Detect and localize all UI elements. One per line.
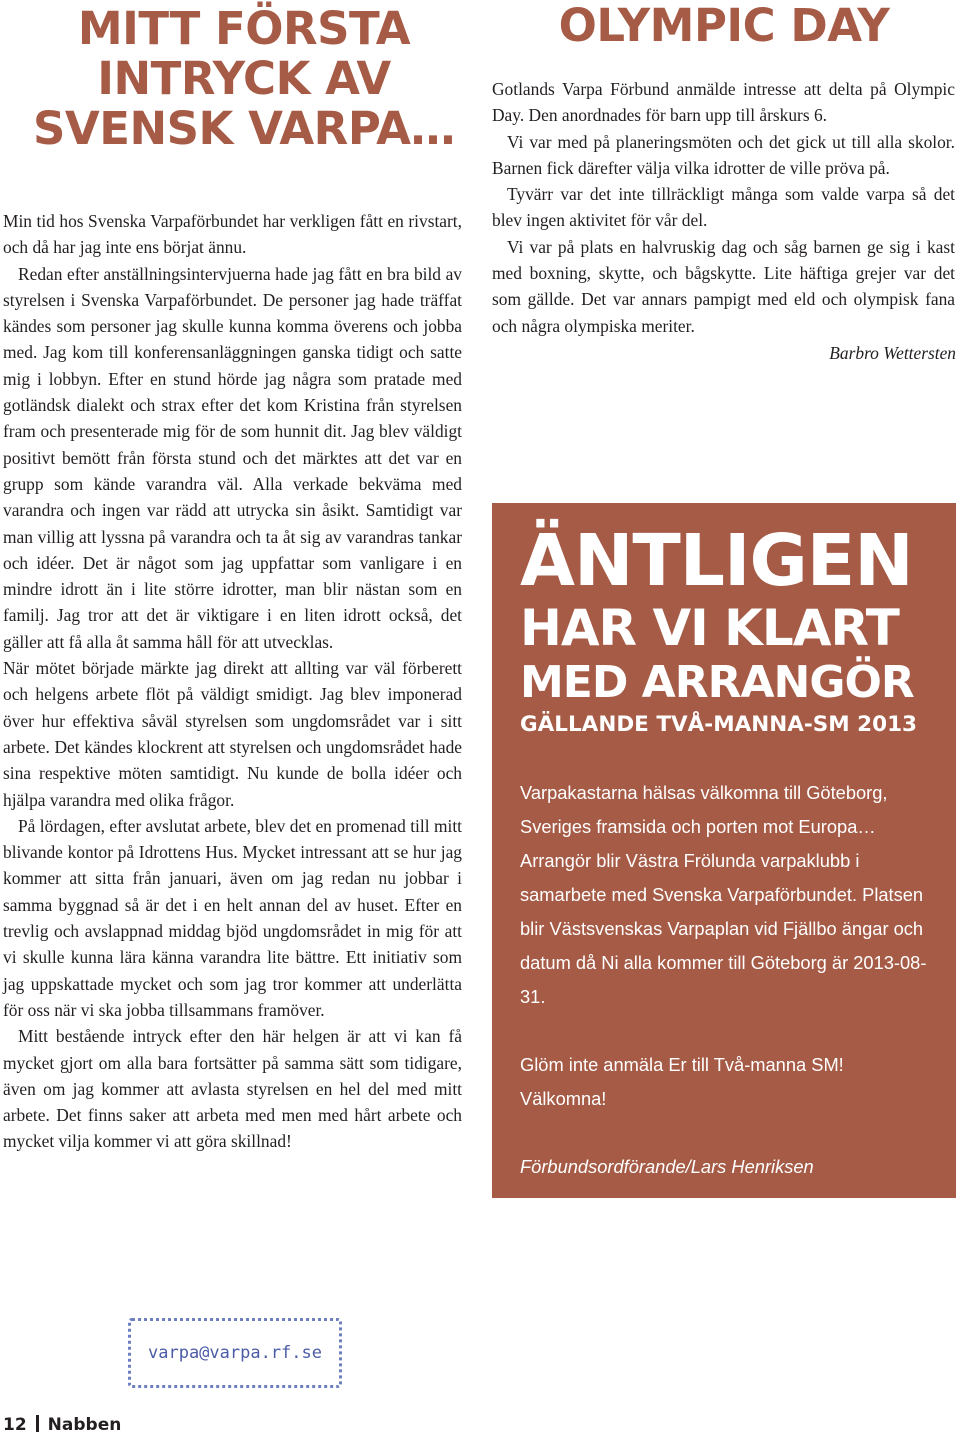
article-paragraph: Redan efter anställningsintervjuerna hade jag fått en bra bild av styrelsen i Svenska Varpaförbundet. De personer jag hade träffat kändes som personer jag skulle kunna komma överens och jobba med. Jag kom till konferensanläggningen ganska tidigt och satte mig i lobbyn. Efter en stund hörde jag några som pratade med gotländsk dialekt och strax efter det kom Kristina från styrelsen fram och presenterade mig för de som hunnit dit. Jag blev väldigt positivt bemött från första stund och det märktes att det var en grupp som kände varandra väl. Alla verkade bekväma med varandra och ingen var rädd att utrycka sin åsikt. Samtidigt var man villig att lyssna på varandra och ta åt sig av varandras tankar och idéer. Det är något som jag uppfattar som vanligare i en mindre idrott än i lite större idrotter, man blir nästan som en familj. Jag tror att det är viktigare i en liten idrott också, det gäller att få alla åt samma håll för att utvecklas. xyxy=(3,263,462,652)
announcement-paragraph: Varpakastarna hälsas välkomna till Göteborg, Sveriges framsida och porten mot Europa… Arrangör blir Västra Frölunda varpaklubb i samarbete med Svenska Varpaförbundet. Platsen blir Västsvenskas Varpaplan vid Fjällbo ängar och datum då Ni alla kommer till Göteborg är 2013-08-31. xyxy=(520,782,927,1007)
article-paragraph: Min tid hos Svenska Varpaförbundet har verkligen fått en rivstart, och då har jag inte ens börjat ännu. xyxy=(3,211,462,258)
announcement-paragraph: Glöm inte anmäla Er till Två-manna SM! Välkomna! xyxy=(520,1054,844,1109)
email-stamp xyxy=(128,1318,342,1388)
article-body xyxy=(3,208,462,1155)
olympic-day-paragraph: Vi var med på planeringsmöten och det gick ut till alla skolor. Barnen fick därefter välja vilka idrotter de ville pröva på. xyxy=(492,131,955,178)
olympic-day-signature: Barbro Wettersten xyxy=(829,343,956,363)
olympic-day-title: OLYMPIC DAY xyxy=(558,0,890,52)
announcement-body xyxy=(520,776,928,1184)
publication-name: Nabben xyxy=(47,1415,122,1435)
footer-divider xyxy=(36,1415,39,1432)
announcement-signature: Förbundsordförande/Lars Henriksen xyxy=(520,1156,814,1177)
article-paragraph: När mötet började märkte jag direkt att allting var väl förberett och helgens arbete flöt på väldigt smidigt. Jag blev imponerad över hur effektiva såväl styrelsen som ungdomsrådet var i sitt arbete. Det kändes klockrent att styrelsen och ungdomsrådet hade sina respektive möten samtidigt. Nu kunde de bolla idéer och hjälpa varandra med olika frågor. xyxy=(3,658,462,810)
article-paragraph: Mitt bestående intryck efter den här helgen är att vi kan få mycket gjort om alla bara fortsätter på samma sätt som tidigare, även om jag kommer att avlasta styrelsen en hel del med mitt arbete. Det finns saker att arbeta med men med hårt arbete och mycket vilja kommer vi att göra skillnad! xyxy=(3,1026,462,1152)
olympic-day-paragraph: Tyvärr var det inte tillräckligt många som valde varpa så det blev ingen aktivitet för vår del. xyxy=(492,184,955,231)
announcement-subheading: HAR VI KLART xyxy=(520,599,899,657)
article-title: MITT FÖRSTA INTRYCK AV SVENSK VARPA… xyxy=(32,2,455,155)
article-paragraph: På lördagen, efter avslutat arbete, blev det en promenad till mitt blivande kontor på Idrottens Hus. Mycket intressant att se hur jag kommer att sitta från januari, även om jag redan nu jobbar i samma byggnad så är det i en helt annan del av huset. Efter en trevlig och avslappnad middag bjöd ungdomsrådet in mig för att vi skulle kunna lära känna varandra lite bättre. Ett initiativ som jag uppskattade mycket och som jag tror kommer att underlätta för oss när vi ska jobba tillsammans framöver. xyxy=(3,815,462,1020)
announcement-subheading: MED ARRANGÖR xyxy=(520,657,914,708)
email-address: varpa@varpa.rf.se xyxy=(148,1343,322,1363)
page-footer xyxy=(3,1415,121,1435)
announcement-event-line: GÄLLANDE TVÅ-MANNA-SM 2013 xyxy=(520,712,917,737)
olympic-day-body xyxy=(492,76,955,339)
olympic-day-paragraph: Vi var på plats en halvruskig dag och såg barnen ge sig i kast med boxning, skytte, och bågskytte. Lite häftiga grejer var det som gällde. Det var annars pampigt med eld och olympisk fana och några olympiska meriter. xyxy=(492,236,955,336)
page-number: 12 xyxy=(3,1415,27,1435)
announcement-heading: ÄNTLIGEN xyxy=(520,519,913,602)
announcement-box xyxy=(492,503,956,1198)
olympic-day-paragraph: Gotlands Varpa Förbund anmälde intresse att delta på Olympic Day. Den anordnades för barn upp till årskurs 6. xyxy=(492,79,955,126)
